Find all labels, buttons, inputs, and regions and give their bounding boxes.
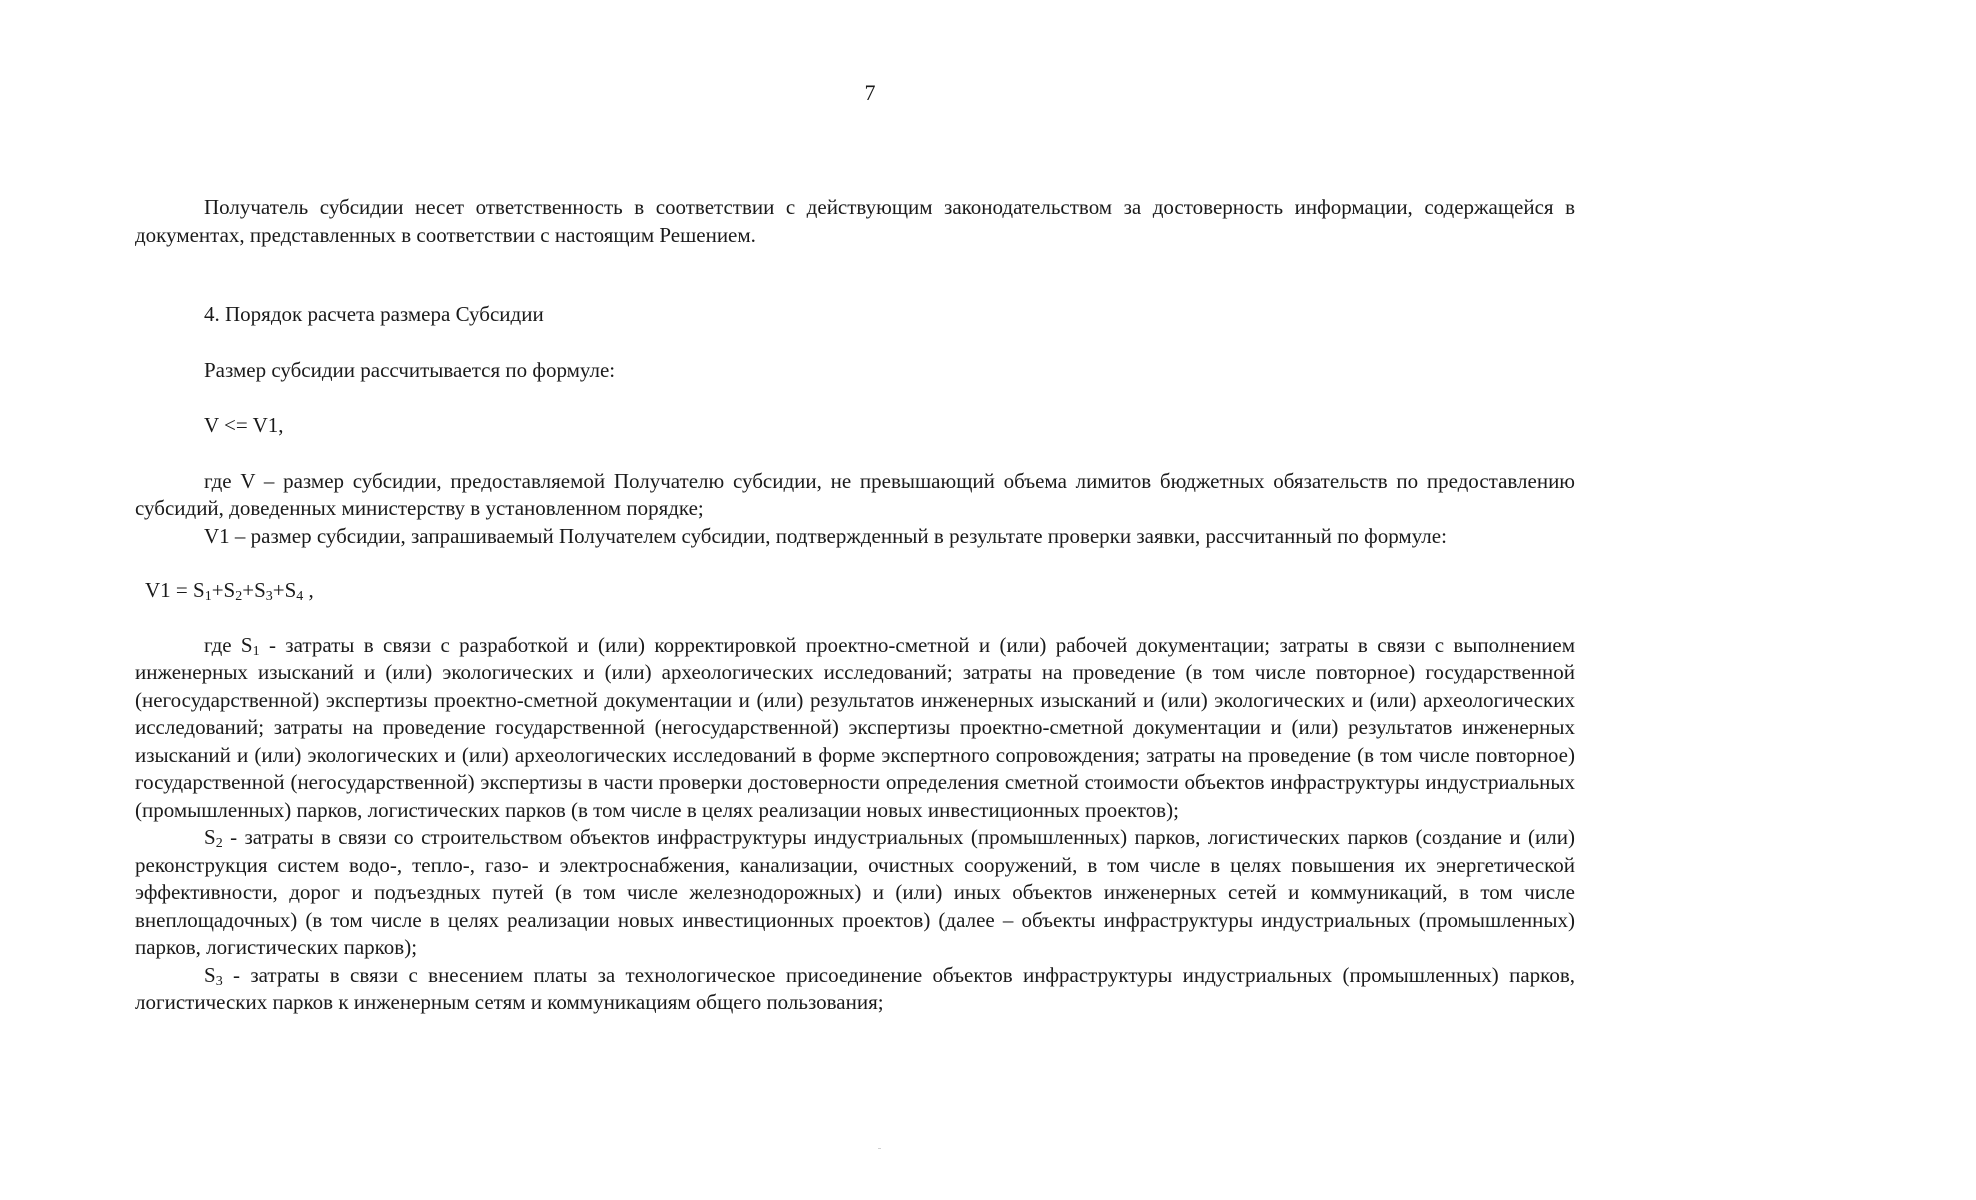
definition-s1: где $S_1$ - затраты в связи с разработкой и (или) корректировкой проектно-сметной и (или) рабочей документации; затраты в связи с выполнением инженерных изысканий и (или) экологических и (или) археологических исследований; затраты на проведение (в том числе повторное) государственной (негосударственной) экспертизы проектно-сметной документации и (или) результатов инженерных изысканий и (или) экологических и (или) археологических исследований; затраты на проведение государственной (негосударственной) экспертизы проектно-сметной документации и (или) результатов инженерных изысканий и (или) экологических и (или) археологических исследований в форме экспертного сопровождения; затраты на проведение (в том числе повторное) государственной (негосударственной) экспертизы в части проверки достоверности определения сметной стоимости объектов инфраструктуры индустриальных (промышленных) парков, логистических парков (в том числе в целях реализации новых инвестиционных проектов); [135, 632, 1575, 822]
v1-formula-sub-2: 2 [235, 589, 243, 604]
definition-s2: $S_2$ - затраты в связи со строительством объектов инфраструктуры индустриальных (промышленных) парков, логистических парков (создание и (или) реконструкция систем водо-, тепло-, газо- и электроснабжения, канализации, очистных сооружений, в том числе в целях повышения их энергетической эффективности, дорог и подъездных путей (в том числе железнодорожных) и (или) иных объектов инженерных сетей и коммуникаций, в том числе внеплощадочных) (в том числе в целях реализации новых инвестиционных проектов) (далее – объекты инфраструктуры индустриальных (промышленных) парков, логистических парков); [135, 825, 1575, 959]
definition-v: где V – размер субсидии, предоставляемой Получателю субсидии, не превышающий объема лимитов бюджетных обязательств по предоставлению субсидий, доведенных министерству в установленном порядке; [135, 468, 1575, 520]
main-formula: V <= V1, [204, 413, 284, 437]
v1-formula-sub-4: 4 [296, 589, 304, 604]
v1-formula-sub-1: 1 [204, 589, 212, 604]
page-body [135, 194, 1575, 1017]
v1-formula-left: V1 = S [145, 578, 205, 602]
formula-intro: Размер субсидии рассчитывается по формуле: [204, 357, 616, 382]
section-heading: 4. Порядок расчета размера Субсидии [204, 302, 544, 326]
definition-s3: $S_3$ - затраты в связи с внесением платы за технологическое присоединение объектов инфраструктуры индустриальных (промышленных) парков, логистических парков к инженерным сетям и коммуникациям общего пользования; [135, 962, 1575, 1014]
v1-formula-sub-3: 3 [265, 589, 273, 604]
responsibility-paragraph: Получатель субсидии несет ответственность в соответствии с действующим законодательством за достоверность информации, содержащейся в документах, представленных в соответствии с настоящим Решением. [135, 195, 1575, 247]
scan-speck [878, 1148, 881, 1149]
page-number: 7 [864, 80, 876, 105]
v1-formula: $V1 = S_1+S_2+S_3+S_4$ , [145, 578, 314, 604]
definition-v1: V1 – размер субсидии, запрашиваемый Получателем субсидии, подтвержденный в результате проверки заявки, рассчитанный по формуле: [204, 523, 1447, 548]
